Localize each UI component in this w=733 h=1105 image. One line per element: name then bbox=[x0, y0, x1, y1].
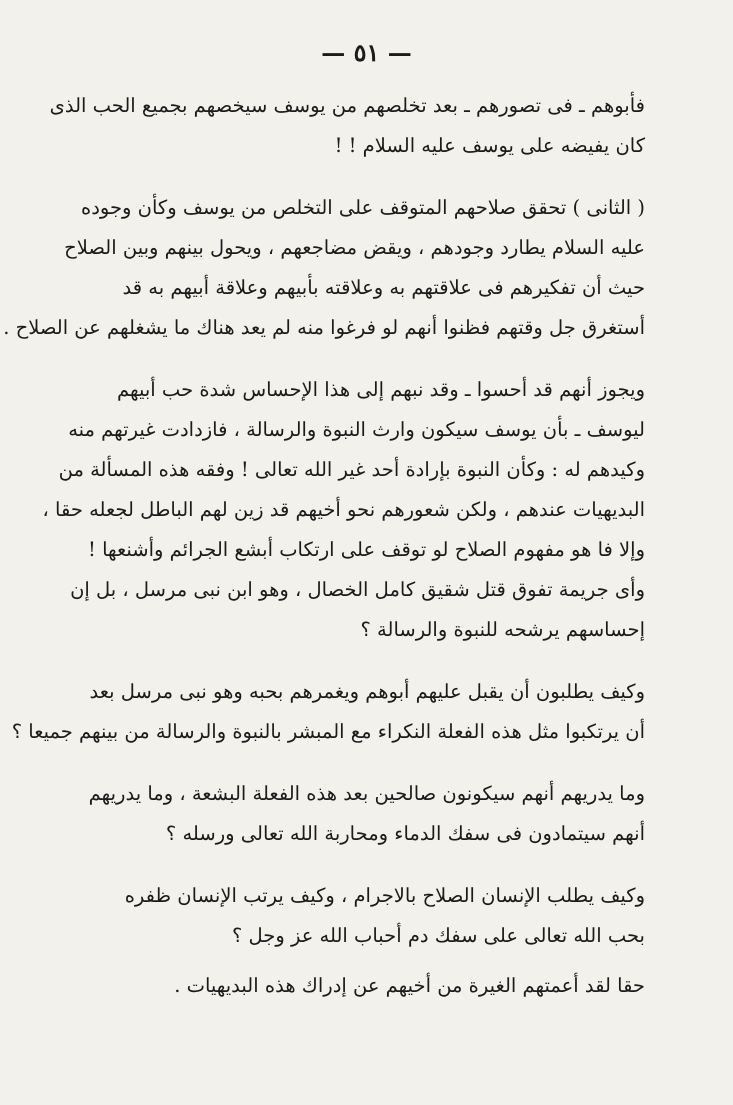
paragraph-gap bbox=[95, 650, 645, 672]
text-line: أستغرق جل وقتهم فظنوا أنهم لو فرغوا منه لم يعد هناك ما يشغلهم عن الصلاح . bbox=[3, 316, 645, 339]
text-line: وكيف يطلبون أن يقبل عليهم أبوهم ويغمرهم بحبه وهو نبى مرسل بعد bbox=[89, 680, 645, 703]
paragraph bbox=[49, 86, 645, 166]
text-line: وأى جريمة تفوق قتل شقيق كامل الخصال ، وهو ابن نبى مرسل ، بل إن bbox=[70, 578, 645, 601]
paragraph-gap bbox=[95, 956, 645, 966]
text-line: أن يرتكبوا مثل هذه الفعلة النكراء مع المبشر بالنبوة والرسالة من بينهم جميعا ؟ bbox=[11, 720, 645, 743]
text-line: حيث أن تفكيرهم فى علاقتهم به وعلاقته بأبيهم وعلاقة أبيهم به قد bbox=[122, 276, 645, 299]
text-line: حقا لقد أعمتهم الغيرة من أخيهم عن إدراك هذه البديهيات . bbox=[174, 974, 645, 997]
paragraph bbox=[11, 672, 645, 752]
paragraph bbox=[95, 876, 645, 956]
text-line: كان يفيضه على يوسف عليه السلام ! ! bbox=[334, 134, 645, 157]
text-line: عليه السلام يطارد وجودهم ، ويقض مضاجعهم ، ويحول بينهم وبين الصلاح bbox=[64, 236, 645, 259]
paragraph-gap bbox=[95, 166, 645, 188]
text-line: أنهم سيتمادون فى سفك الدماء ومحاربة الله تعالى ورسله ؟ bbox=[165, 822, 645, 845]
text-line: ليوسف ـ بأن يوسف سيكون وارث النبوة والرسالة ، فازدادت غيرتهم منه bbox=[68, 418, 645, 441]
text-line: فأبوهم ـ فى تصورهم ـ بعد تخلصهم من يوسف سيخصهم بجميع الحب الذى bbox=[49, 94, 645, 117]
text-line: ويجوز أنهم قد أحسوا ـ وقد نبهم إلى هذا الإحساس شدة حب أبيهم bbox=[117, 378, 645, 401]
paragraph bbox=[95, 966, 645, 1006]
text-line: بحب الله تعالى على سفك دم أحباب الله عز وجل ؟ bbox=[231, 924, 645, 947]
text-line: وما يدريهم أنهم سيكونون صالحين بعد هذه الفعلة البشعة ، وما يدريهم bbox=[88, 782, 645, 805]
text-line: ( الثانى ) تحقق صلاحهم المتوقف على التخلص من يوسف وكأن وجوده bbox=[81, 196, 645, 219]
paragraph bbox=[42, 370, 645, 650]
paragraph bbox=[88, 774, 645, 854]
text-line: وكيدهم له : وكأن النبوة بإرادة أحد غير الله تعالى ! وفقه هذه المسألة من bbox=[58, 458, 645, 481]
paragraph-gap bbox=[95, 348, 645, 370]
text-line: وإلا فا هو مفهوم الصلاح لو توقف على ارتكاب أبشع الجرائم وأشنعها ! bbox=[88, 538, 645, 561]
paragraph bbox=[3, 188, 645, 348]
text-line: إحساسهم يرشحه للنبوة والرسالة ؟ bbox=[360, 618, 645, 641]
page-number: — ٥١ — bbox=[321, 38, 412, 67]
text-line: وكيف يطلب الإنسان الصلاح بالاجرام ، وكيف يرتب الإنسان ظفره bbox=[124, 884, 645, 907]
paragraph-gap bbox=[95, 752, 645, 774]
body-text bbox=[3, 86, 645, 1006]
paragraph-gap bbox=[95, 854, 645, 876]
text-line: البديهيات عندهم ، ولكن شعورهم نحو أخيهم قد زين لهم الباطل لجعله حقا ، bbox=[42, 498, 645, 521]
